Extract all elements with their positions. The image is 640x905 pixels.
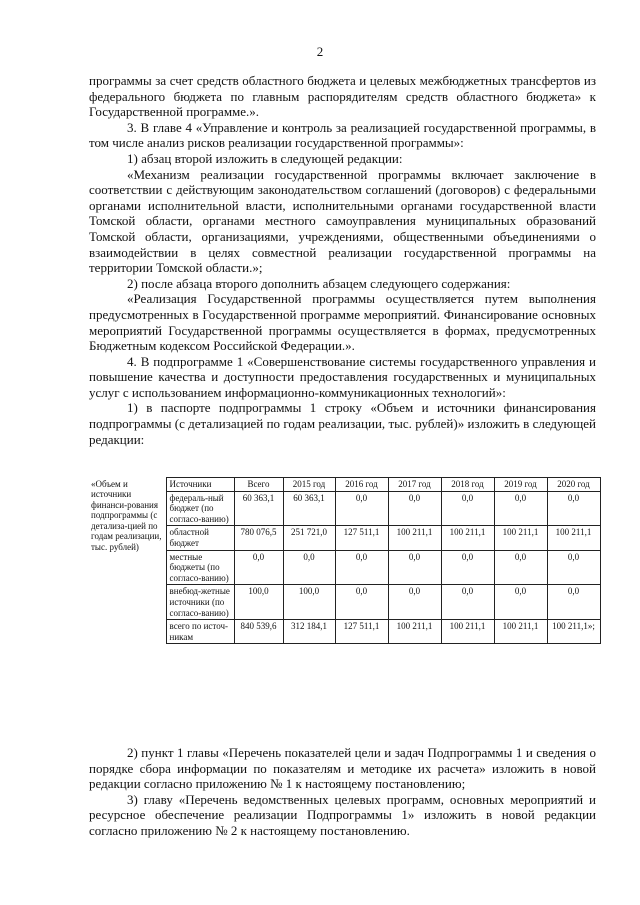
- value-cell: 100 211,1: [441, 526, 494, 550]
- paragraph: «Механизм реализации государственной программы включает заключение в соответствии с действующим законодательством соглашений (договоров) с федеральными органами исполнительной власти, исполнительными органами государственной власти Томской области, органами местного самоуправления муниципальных образований Томской области, организациями, учреждениями, общественными объединениями о взаимодействии в целях совместной реализации государственной программы на территории Томской области.»;: [89, 166, 596, 276]
- table-row: [89, 550, 600, 585]
- body-text-top: [89, 73, 596, 447]
- table-row: [89, 526, 600, 550]
- value-cell: 0,0: [335, 491, 388, 526]
- table-header-cell: 2017 год: [388, 478, 441, 492]
- value-cell: 100 211,1: [388, 620, 441, 644]
- paragraph: 2) пункт 1 главы «Перечень показателей цели и задач Подпрограммы 1 и сведения о порядке сбора информации по показателям и методике их расчета» изложить в новой редакции согласно приложению № 1 к настоящему постановлению;: [89, 745, 596, 792]
- paragraph: программы за счет средств областного бюджета и целевых межбюджетных трансфертов из федерального бюджета по главным распорядителям средств областного бюджета» к Государственной программе.».: [89, 73, 596, 120]
- value-cell: 840 539,6: [234, 620, 283, 644]
- table-header-row: [89, 478, 600, 492]
- source-cell: областной бюджет: [166, 526, 234, 550]
- table-header-cell: 2015 год: [283, 478, 335, 492]
- value-cell: 100 211,1: [388, 526, 441, 550]
- value-cell: 60 363,1: [283, 491, 335, 526]
- paragraph: «Реализация Государственной программы осуществляется путем выполнения предусмотренных в Государственной программе мероприятий. Финансирование основных мероприятий Государственной программы осуществляется в формах, предусмотренных Бюджетным кодексом Российской Федерации.».: [89, 291, 596, 354]
- value-cell: 100 211,1: [547, 526, 600, 550]
- value-cell: 0,0: [441, 491, 494, 526]
- value-cell: 100,0: [234, 585, 283, 620]
- source-cell: всего по источ-никам: [166, 620, 234, 644]
- value-cell: 0,0: [388, 491, 441, 526]
- paragraph: 3. В главе 4 «Управление и контроль за реализацией государственной программы, в том числе анализ рисков реализации государственной программы»:: [89, 119, 596, 151]
- value-cell: 0,0: [494, 585, 547, 620]
- table-header-cell: 2016 год: [335, 478, 388, 492]
- paragraph: 3) главу «Перечень ведомственных целевых программ, основных мероприятий и ресурсное обеспечение реализации Подпрограммы 1» изложить в новой редакции согласно приложению № 2 к настоящему постановлению.: [89, 791, 596, 838]
- table-header-cell: Источники: [166, 478, 234, 492]
- value-cell: 127 511,1: [335, 620, 388, 644]
- value-cell: 0,0: [547, 585, 600, 620]
- paragraph: 2) после абзаца второго дополнить абзацем следующего содержания:: [127, 275, 511, 291]
- table-row: [89, 620, 600, 644]
- paragraph: 4. В подпрограмме 1 «Совершенствование системы государственного управления и повышение качества и доступности предоставления государственных и муниципальных услуг с использованием информационно-коммуникационных технологий»:: [89, 353, 596, 400]
- value-cell: 0,0: [335, 550, 388, 585]
- financing-table: [89, 477, 601, 644]
- value-cell: 0,0: [441, 585, 494, 620]
- table-header-cell: 2018 год: [441, 478, 494, 492]
- value-cell: 0,0: [494, 491, 547, 526]
- value-cell: 0,0: [234, 550, 283, 585]
- value-cell: 127 511,1: [335, 526, 388, 550]
- table-row: [89, 491, 600, 526]
- value-cell: 0,0: [441, 550, 494, 585]
- page-number: 2: [316, 44, 324, 59]
- source-cell: федераль-ный бюджет (по согласо-ванию): [166, 491, 234, 526]
- source-cell: местные бюджеты (по согласо-ванию): [166, 550, 234, 585]
- value-cell: 100 211,1: [494, 620, 547, 644]
- body-text-bottom: [89, 745, 596, 839]
- value-cell: 312 184,1: [283, 620, 335, 644]
- table-header-cell: 2019 год: [494, 478, 547, 492]
- value-cell: 100,0: [283, 585, 335, 620]
- table-row: [89, 585, 600, 620]
- value-cell: 0,0: [335, 585, 388, 620]
- value-cell: 780 076,5: [234, 526, 283, 550]
- table-header-cell: 2020 год: [547, 478, 600, 492]
- source-cell: внебюд-жетные источники (по согласо-ванию): [166, 585, 234, 620]
- value-cell: 60 363,1: [234, 491, 283, 526]
- table-row-label: «Объем и источники финанси-рования подпрограммы (с детализа-цией по годам реализации, тыс. рублей): [91, 478, 162, 553]
- value-cell: 0,0: [494, 550, 547, 585]
- value-cell: 100 211,1: [494, 526, 547, 550]
- value-cell: 0,0: [388, 585, 441, 620]
- paragraph: 1) в паспорте подпрограммы 1 строку «Объем и источники финансирования подпрограммы (с детализацией по годам реализации, тыс. рублей)» изложить в следующей редакции:: [89, 400, 596, 447]
- value-cell: 251 721,0: [283, 526, 335, 550]
- paragraph: 1) абзац второй изложить в следующей редакции:: [127, 150, 403, 166]
- value-cell: 0,0: [283, 550, 335, 585]
- value-cell: 0,0: [388, 550, 441, 585]
- value-cell: 100 211,1»;: [547, 620, 600, 644]
- value-cell: 0,0: [547, 491, 600, 526]
- value-cell: 0,0: [547, 550, 600, 585]
- value-cell: 100 211,1: [441, 620, 494, 644]
- table-header-cell: Всего: [234, 478, 283, 492]
